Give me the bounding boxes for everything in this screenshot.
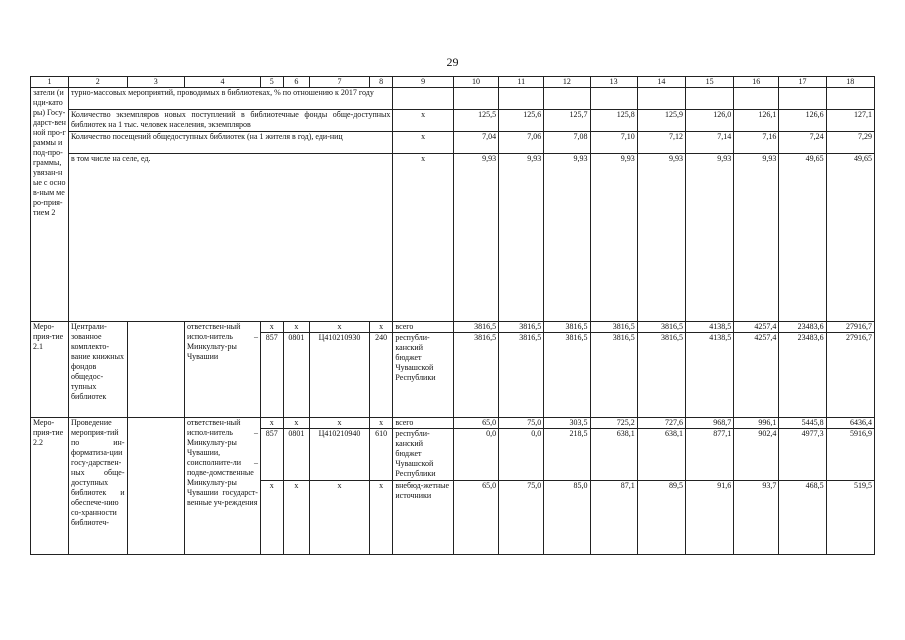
header-cell: 15 (685, 77, 733, 88)
value-cell: 0,0 (453, 429, 498, 481)
value-cell: 7,29 (826, 132, 874, 154)
value-cell: 9,93 (637, 154, 685, 322)
value-cell: 3816,5 (637, 333, 685, 418)
value-cell: 23483,6 (779, 322, 826, 333)
value-cell: 126,1 (734, 110, 779, 132)
value-cell: 9,93 (590, 154, 637, 322)
value-cell: 126,6 (779, 110, 826, 132)
value-cell (544, 88, 590, 110)
value-cell: 3816,5 (590, 322, 637, 333)
indicator-unit: х (393, 132, 454, 154)
value-cell: 7,10 (590, 132, 637, 154)
value-cell: 7,08 (544, 132, 590, 154)
code-cell: х (260, 322, 283, 333)
indicators-label: затели (инди-каторы) Госу-дарст-венной про-граммы и под-про-граммы, увязан-ные с основ-ным меро-прия-тием 2 (31, 88, 69, 322)
value-cell: 4257,4 (734, 322, 779, 333)
value-cell: 4138,5 (685, 322, 733, 333)
value-cell (453, 88, 498, 110)
source-cell: внебюд-жетные источники (393, 481, 454, 555)
value-cell: 3816,5 (453, 333, 498, 418)
header-cell: 14 (637, 77, 685, 88)
code-cell: 0801 (283, 429, 310, 481)
value-cell: 23483,6 (779, 333, 826, 418)
source-cell: республи-канский бюджет Чувашской Республики (393, 429, 454, 481)
header-cell: 10 (453, 77, 498, 88)
header-cell: 17 (779, 77, 826, 88)
header-cell: 16 (734, 77, 779, 88)
code-cell: 240 (369, 333, 393, 418)
code-cell: х (310, 481, 370, 555)
value-cell: 3816,5 (544, 322, 590, 333)
value-cell: 638,1 (637, 429, 685, 481)
value-cell: 519,5 (826, 481, 874, 555)
value-cell: 85,0 (544, 481, 590, 555)
code-cell: 857 (260, 429, 283, 481)
header-cell: 11 (499, 77, 544, 88)
page-number: 29 (446, 55, 459, 69)
value-cell: 89,5 (637, 481, 685, 555)
code-cell: Ц410210940 (310, 429, 370, 481)
source-cell: республи-канский бюджет Чувашской Республики (393, 333, 454, 418)
value-cell: 968,7 (685, 418, 733, 429)
event-name: Проведение мероприя-тий по ин-форматиза-ции госу-дарствен-ных обще-доступных библиотек и обеспече-нию со-хранности библиотеч- (68, 418, 127, 555)
value-cell (499, 88, 544, 110)
value-cell: 5445,8 (779, 418, 826, 429)
header-cell: 3 (127, 77, 184, 88)
value-cell: 727,6 (637, 418, 685, 429)
event-responsible: ответствен-ный испол-нитель – Минкульту-ры Чувашии (184, 322, 260, 418)
value-cell: 127,1 (826, 110, 874, 132)
event-row (31, 322, 875, 333)
header-cell: 1 (31, 77, 69, 88)
indicator-text: Количество посещений общедоступных библиотек (на 1 жителя в год), еди-ниц (68, 132, 392, 154)
value-cell: 638,1 (590, 429, 637, 481)
value-cell: 7,04 (453, 132, 498, 154)
value-cell: 9,93 (544, 154, 590, 322)
value-cell: 4257,4 (734, 333, 779, 418)
header-cell: 12 (544, 77, 590, 88)
value-cell: 126,0 (685, 110, 733, 132)
value-cell: 7,14 (685, 132, 733, 154)
code-cell: х (260, 481, 283, 555)
indicator-row (31, 132, 875, 154)
code-cell: х (283, 481, 310, 555)
value-cell: 75,0 (499, 418, 544, 429)
code-cell: х (369, 418, 393, 429)
value-cell: 7,24 (779, 132, 826, 154)
value-cell: 93,7 (734, 481, 779, 555)
value-cell: 7,16 (734, 132, 779, 154)
event-responsible: ответствен-ный испол-нитель – Минкульту-ры Чувашии, соисполните-ли – подве-домственные Минкульту-ры Чувашии государст-венные уч-реждения (184, 418, 260, 555)
value-cell: 9,93 (499, 154, 544, 322)
event-label: Меро-прия-тие 2.2 (31, 418, 69, 555)
value-cell: 877,1 (685, 429, 733, 481)
header-cell: 8 (369, 77, 393, 88)
code-cell: 857 (260, 333, 283, 418)
value-cell: 87,1 (590, 481, 637, 555)
value-cell: 7,12 (637, 132, 685, 154)
value-cell: 3816,5 (637, 322, 685, 333)
value-cell: 3816,5 (499, 322, 544, 333)
indicator-unit: х (393, 110, 454, 132)
value-cell: 0,0 (499, 429, 544, 481)
header-cell: 6 (283, 77, 310, 88)
code-cell: х (310, 418, 370, 429)
header-cell: 2 (68, 77, 127, 88)
value-cell: 125,8 (590, 110, 637, 132)
event-name: Централи-зованное комплекто-вание книжных фондов общедос-тупных библиотек (68, 322, 127, 418)
event-row (31, 418, 875, 429)
value-cell: 5916,9 (826, 429, 874, 481)
value-cell: 218,5 (544, 429, 590, 481)
value-cell: 91,6 (685, 481, 733, 555)
value-cell: 125,7 (544, 110, 590, 132)
event-empty-cell (127, 418, 184, 555)
value-cell: 49,65 (826, 154, 874, 322)
code-cell: 0801 (283, 333, 310, 418)
value-cell: 7,06 (499, 132, 544, 154)
value-cell: 65,0 (453, 481, 498, 555)
indicator-text: турно-массовых мероприятий, проводимых в библиотеках, % по отношению к 2017 году (68, 88, 392, 110)
value-cell (826, 88, 874, 110)
value-cell: 725,2 (590, 418, 637, 429)
value-cell: 4977,3 (779, 429, 826, 481)
code-cell: х (369, 481, 393, 555)
value-cell: 49,65 (779, 154, 826, 322)
indicator-row (31, 88, 875, 110)
header-cell: 4 (184, 77, 260, 88)
value-cell: 996,1 (734, 418, 779, 429)
value-cell (734, 88, 779, 110)
value-cell: 468,5 (779, 481, 826, 555)
indicator-unit: х (393, 154, 454, 322)
header-cell: 18 (826, 77, 874, 88)
event-empty-cell (127, 322, 184, 418)
indicator-text: в том числе на селе, ед. (68, 154, 392, 322)
value-cell: 9,93 (453, 154, 498, 322)
code-cell: х (283, 418, 310, 429)
code-cell: х (369, 322, 393, 333)
value-cell: 27916,7 (826, 333, 874, 418)
code-cell: х (260, 418, 283, 429)
value-cell: 3816,5 (453, 322, 498, 333)
code-cell: х (283, 322, 310, 333)
source-cell: всего (393, 418, 454, 429)
indicator-text: Количество экземпляров новых поступлений в библиотечные фонды обще-доступных библиотек на 1 тыс. человек населения, экземпляров (68, 110, 392, 132)
value-cell: 902,4 (734, 429, 779, 481)
header-cell: 13 (590, 77, 637, 88)
code-cell: Ц410210930 (310, 333, 370, 418)
indicator-unit (393, 88, 454, 110)
value-cell: 3816,5 (590, 333, 637, 418)
value-cell: 9,93 (734, 154, 779, 322)
value-cell: 65,0 (453, 418, 498, 429)
value-cell: 9,93 (685, 154, 733, 322)
budget-table (30, 76, 875, 555)
code-cell: 610 (369, 429, 393, 481)
value-cell: 125,5 (453, 110, 498, 132)
value-cell: 3816,5 (499, 333, 544, 418)
value-cell: 3816,5 (544, 333, 590, 418)
value-cell: 125,6 (499, 110, 544, 132)
value-cell: 75,0 (499, 481, 544, 555)
code-cell: х (310, 322, 370, 333)
value-cell (685, 88, 733, 110)
header-cell: 9 (393, 77, 454, 88)
indicator-row (31, 110, 875, 132)
value-cell (779, 88, 826, 110)
value-cell (637, 88, 685, 110)
value-cell: 303,5 (544, 418, 590, 429)
value-cell: 4138,5 (685, 333, 733, 418)
event-label: Меро-прия-тие 2.1 (31, 322, 69, 418)
value-cell: 125,9 (637, 110, 685, 132)
value-cell: 6436,4 (826, 418, 874, 429)
header-row (31, 77, 875, 88)
header-cell: 5 (260, 77, 283, 88)
source-cell: всего (393, 322, 454, 333)
indicator-row (31, 154, 875, 322)
value-cell (590, 88, 637, 110)
header-cell: 7 (310, 77, 370, 88)
value-cell: 27916,7 (826, 322, 874, 333)
